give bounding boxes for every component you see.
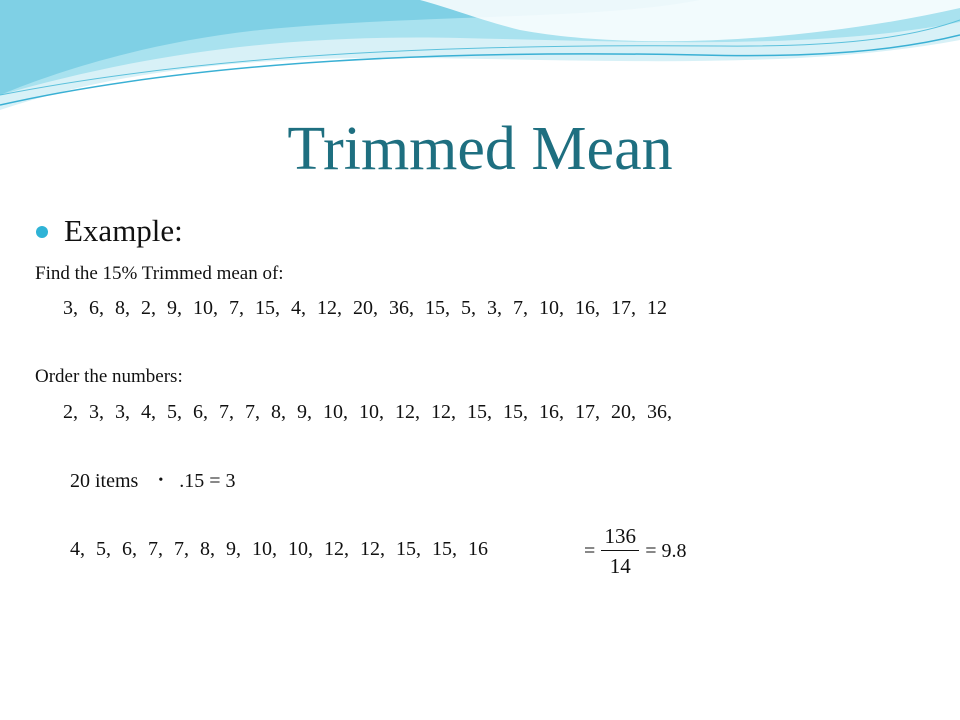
fraction-denominator: 14	[609, 554, 631, 578]
number-item: 15,	[503, 401, 528, 423]
number-item: 5,	[461, 297, 476, 319]
instruction-text: Find the 15% Trimmed mean of:	[35, 263, 284, 284]
fraction	[601, 524, 639, 579]
header-wave-decoration	[0, 0, 960, 130]
number-item: 15,	[467, 401, 492, 423]
number-item: 10,	[288, 538, 313, 560]
number-item: 10,	[359, 401, 384, 423]
number-item: 12,	[360, 538, 385, 560]
number-item: 12	[647, 297, 667, 319]
number-item: 8,	[200, 538, 215, 560]
number-item: 12,	[431, 401, 456, 423]
number-item: 7,	[219, 401, 234, 423]
number-item: 12,	[324, 538, 349, 560]
number-item: 16,	[575, 297, 600, 319]
number-item: 4,	[141, 401, 156, 423]
bullet-item	[36, 213, 183, 249]
equals-sign: =	[584, 540, 596, 562]
number-item: 3,	[487, 297, 502, 319]
number-item: 3,	[115, 401, 130, 423]
number-item: 36,	[647, 401, 672, 423]
number-item: 7,	[174, 538, 189, 560]
number-item: 15,	[425, 297, 450, 319]
trimmed-numbers	[70, 538, 499, 561]
number-item: 17,	[575, 401, 600, 423]
number-item: 10,	[323, 401, 348, 423]
count-calc: .15 = 3	[179, 470, 236, 492]
number-item: 15,	[255, 297, 280, 319]
number-item: 17,	[611, 297, 636, 319]
number-item: 10,	[252, 538, 277, 560]
number-item: 7,	[513, 297, 528, 319]
number-item: 16,	[539, 401, 564, 423]
number-item: 5,	[96, 538, 111, 560]
order-label: Order the numbers:	[35, 366, 183, 387]
number-item: 15,	[396, 538, 421, 560]
item-count-calculation	[70, 470, 247, 493]
slide-title: Trimmed Mean	[287, 115, 673, 183]
number-item: 2,	[141, 297, 156, 319]
number-item: 7,	[229, 297, 244, 319]
bullet-dot-icon	[36, 226, 48, 238]
number-item: 10,	[539, 297, 564, 319]
mean-result: = 9.8	[645, 540, 687, 562]
number-item: 7,	[148, 538, 163, 560]
number-item: 10,	[193, 297, 218, 319]
number-item: 6,	[193, 401, 208, 423]
number-item: 5,	[167, 401, 182, 423]
number-item: 36,	[389, 297, 414, 319]
item-count: 20 items	[70, 470, 139, 492]
bullet-text: Example:	[64, 213, 183, 248]
number-item: 9,	[226, 538, 241, 560]
mean-calculation	[584, 524, 687, 579]
number-item: 4,	[70, 538, 85, 560]
number-item: 6,	[122, 538, 137, 560]
fraction-numerator: 136	[604, 524, 637, 548]
number-item: 15,	[432, 538, 457, 560]
original-numbers	[63, 297, 678, 320]
number-item: 12,	[317, 297, 342, 319]
number-item: 8,	[271, 401, 286, 423]
number-item: 9,	[167, 297, 182, 319]
number-item: 9,	[297, 401, 312, 423]
number-item: 12,	[395, 401, 420, 423]
number-item: 2,	[63, 401, 78, 423]
number-item: 8,	[115, 297, 130, 319]
ordered-numbers	[63, 401, 683, 424]
number-item: 3,	[63, 297, 78, 319]
number-item: 4,	[291, 297, 306, 319]
number-item: 3,	[89, 401, 104, 423]
number-item: 6,	[89, 297, 104, 319]
number-item: 20,	[353, 297, 378, 319]
number-item: 7,	[245, 401, 260, 423]
number-item: 20,	[611, 401, 636, 423]
number-item: 16	[468, 538, 488, 560]
multiply-dot: •	[158, 473, 164, 488]
